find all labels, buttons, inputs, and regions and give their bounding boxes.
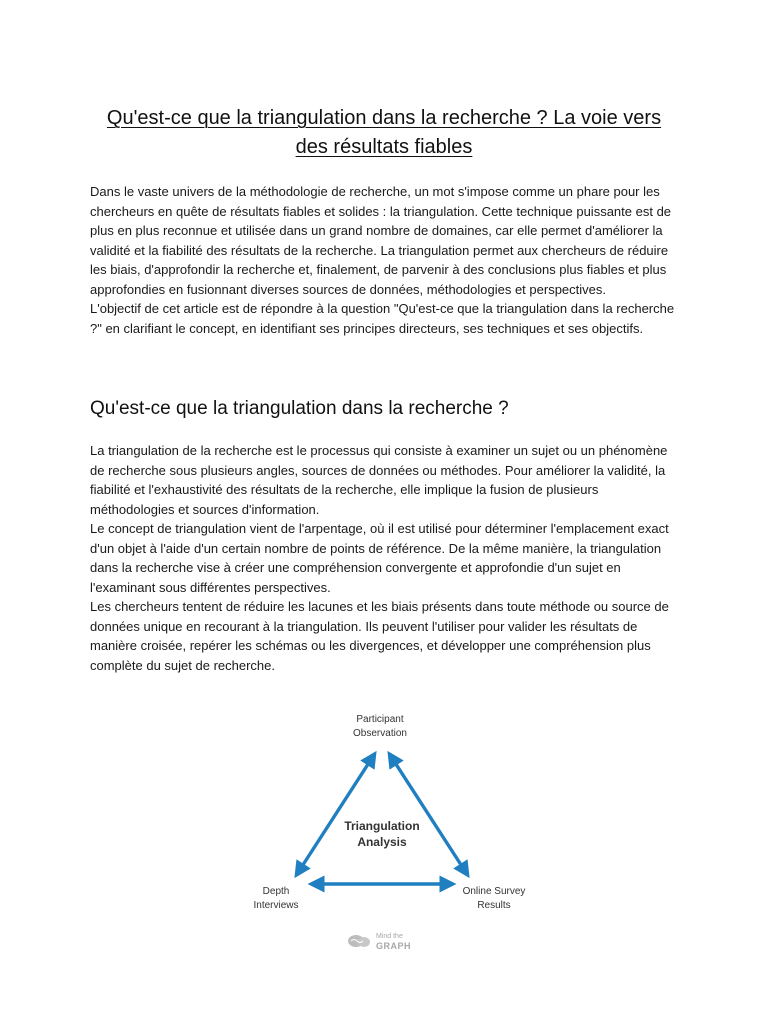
label-depth-line2: Interviews (253, 900, 299, 911)
document-title: Qu'est-ce que la triangulation dans la recherche ? La voie vers des résultats fiables (106, 107, 662, 158)
definition-section (90, 441, 680, 675)
intro-paragraph-2: L'objectif de cet article est de répondre à la question "Qu'est-ce que la triangulation dans la recherche ?" en clarifiant le concept, en identifiant ses principes directeurs, ses techniques et ses objectifs. (90, 301, 675, 336)
label-participant-line1: Participant (356, 714, 404, 725)
intro-section (90, 182, 680, 338)
triangulation-diagram (240, 708, 540, 958)
label-survey-line1: Online Survey (462, 886, 526, 897)
logo-text-line2: GRAPH (376, 941, 412, 951)
brain-logo-icon (348, 935, 370, 947)
center-label-line1: Triangulation (344, 819, 420, 833)
section-paragraph-1: La triangulation de la recherche est le processus qui consiste à examiner un sujet ou un phénomène de recherche sous plusieurs angles, sources de données ou méthodes. Pour améliorer la validité, la fiabilité et l'exhaustivité des résultats de la recherche, elle implique la fusion de plusieurs méthodologies et sources d'information. (90, 443, 668, 517)
center-label-line2: Analysis (357, 835, 407, 849)
section-paragraph-2: Le concept de triangulation vient de l'arpentage, où il est utilisé pour déterminer l'emplacement exact d'un objet à l'aide d'un certain nombre de points de référence. De la même manière, la triangulation dans la recherche vise à créer une compréhension convergente et approfondie d'un sujet en l'examinant sous différentes perspectives. (90, 521, 669, 595)
arrow-participant-survey (392, 758, 465, 871)
arrow-participant-depth (299, 758, 372, 871)
section-paragraph-3: Les chercheurs tentent de réduire les lacunes et les biais présents dans toute méthode ou source de données unique en recourant à la triangulation. Ils peuvent l'utiliser pour valider les résultats de manière croisée, repérer les schémas ou les divergences, et développer une compréhension plus complète du sujet de recherche. (90, 599, 669, 673)
triangulation-diagram-svg (240, 708, 540, 958)
label-survey-line2: Results (477, 900, 511, 911)
label-depth-line1: Depth (262, 886, 290, 897)
logo-text-line1: Mind the (376, 933, 403, 940)
section-heading: Qu'est-ce que la triangulation dans la recherche ? (90, 398, 509, 419)
intro-paragraph-1: Dans le vaste univers de la méthodologie de recherche, un mot s'impose comme un phare pour les chercheurs en quête de résultats fiables et solides : la triangulation. Cette technique puissante est de plus en plus reconnue et utilisée dans un grand nombre de domaines, car elle permet d'améliorer la validité et la fiabilité des résultats de la recherche. La triangulation permet aux chercheurs de réduire les biais, d'approfondir la recherche et, finalement, de parvenir à des conclusions plus fiables et plus approfondies en fusionnant diverses sources de données, méthodologies et perspectives. (90, 184, 672, 297)
label-participant-line2: Observation (353, 728, 407, 739)
